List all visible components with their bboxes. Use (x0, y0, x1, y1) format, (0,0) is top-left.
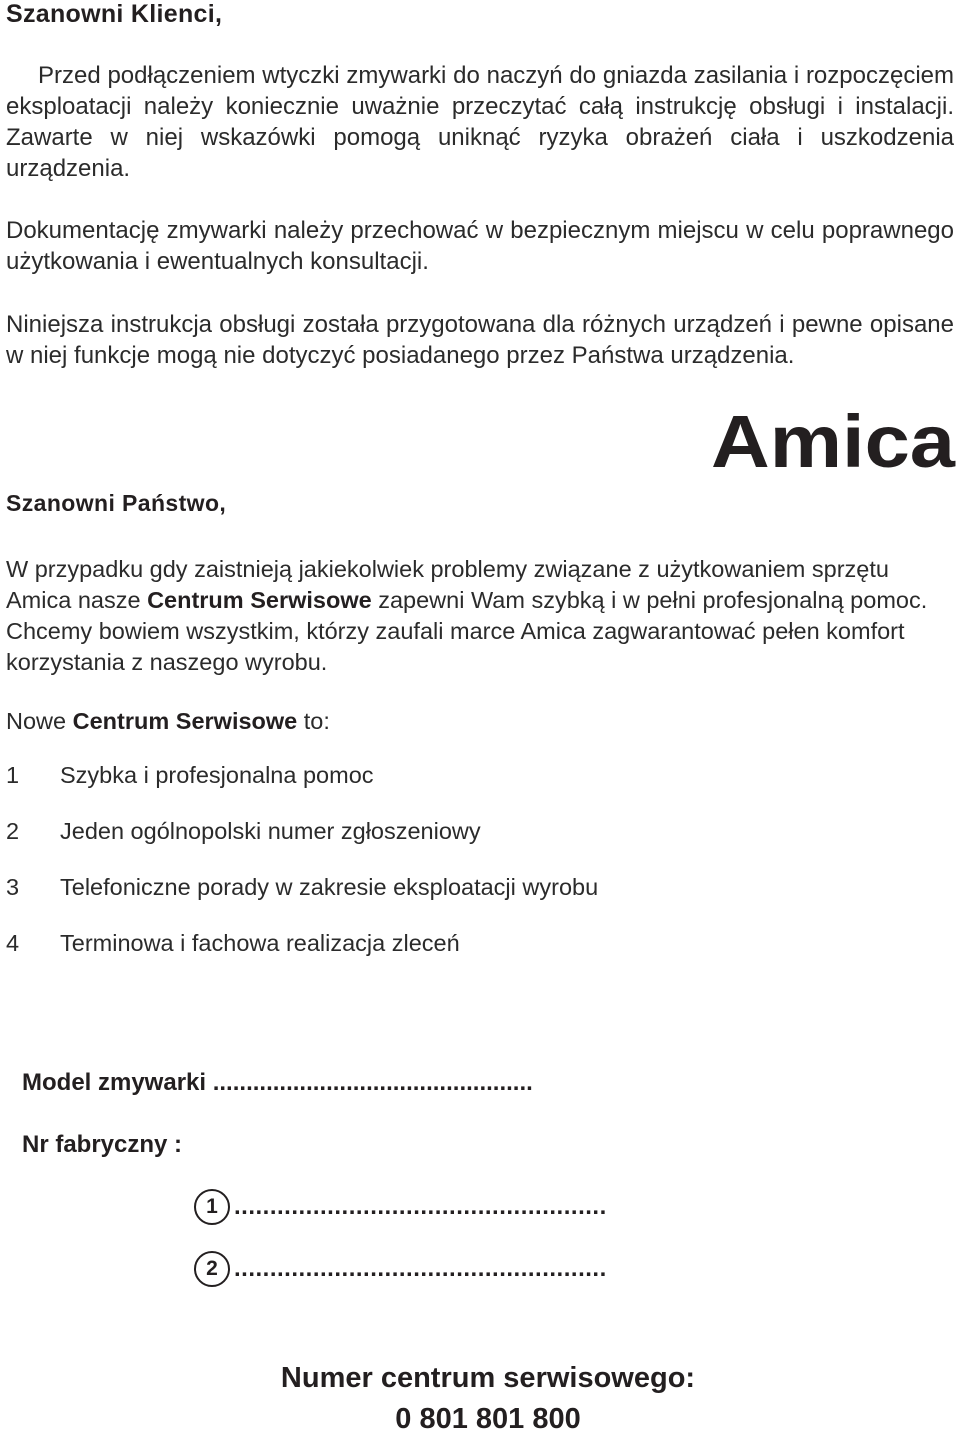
list-item-text: Telefoniczne porady w zakresie eksploatacji wyrobu (60, 874, 599, 900)
service-para-strong: Centrum Serwisowe (147, 587, 372, 613)
service-center-phone: 0 801 801 800 (395, 1403, 581, 1435)
new-center-line (6, 706, 956, 737)
intro-paragraph-2: Dokumentację zmywarki należy przechować w bezpiecznym miejscu w celu poprawnego użytkowania i ewentualnych konsultacji. (6, 217, 954, 275)
amica-logo (710, 398, 956, 470)
service-paragraph (6, 554, 956, 678)
amica-logo-text: Amica (711, 400, 956, 470)
serial-field-1-dots: .................................................... (234, 1193, 607, 1220)
list-item-number: 2 (6, 818, 20, 844)
serial-number-label: Nr fabryczny : (22, 1131, 183, 1158)
serial-field-2-dots: .................................................... (234, 1255, 607, 1282)
serial-field-1-number-circle: 1 (194, 1189, 230, 1225)
greeting-heading-2: Szanowni Państwo, (6, 490, 227, 516)
new-center-suffix: to: (297, 708, 330, 734)
service-para-part1: W przypadku gdy zaistnieją jakiekolwiek problemy związane z użytkowaniem sprzętu Amica nasze (6, 556, 889, 613)
list-item-number: 1 (6, 762, 20, 788)
model-field-label: Model zmywarki ................................................ (22, 1069, 533, 1096)
list-item-text: Terminowa i fachowa realizacja zleceń (60, 930, 460, 956)
service-para-part2: zapewni Wam szybką i w pełni profesjonalną pomoc. Chcemy bowiem wszystkim, którzy zaufali marce Amica zagwarantować pełen komfort korzystania z naszego wyrobu. (6, 587, 928, 675)
list-item-number: 4 (6, 930, 20, 956)
greeting-heading: Szanowni Klienci, (6, 0, 223, 28)
list-item-text: Szybka i profesjonalna pomoc (60, 762, 374, 788)
service-center-title: Numer centrum serwisowego: (280, 1362, 696, 1394)
intro-paragraph-3: Niniejsza instrukcja obsługi została przygotowana dla różnych urządzeń i pewne opisane w niej funkcje mogą nie dotyczyć posiadanego przez Państwa urządzenia. (6, 311, 954, 369)
intro-paragraph-1 (6, 60, 954, 184)
new-center-prefix: Nowe (6, 708, 73, 734)
list-item-text: Jeden ogólnopolski numer zgłoszeniowy (60, 818, 481, 844)
intro-p1-text: Przed podłączeniem wtyczki zmywarki do naczyń do gniazda zasilania i rozpoczęciem eksploatacji należy koniecznie uważnie przeczytać całą instrukcję obsługi i instalacji. Zawarte w niej wskazówki pomogą uniknąć ryzyka obrażeń ciała i uszkodzenia urządzenia. (6, 62, 954, 182)
new-center-strong: Centrum Serwisowe (72, 708, 298, 734)
list-item-number: 3 (6, 874, 20, 900)
serial-field-2-number-circle: 2 (194, 1251, 230, 1287)
